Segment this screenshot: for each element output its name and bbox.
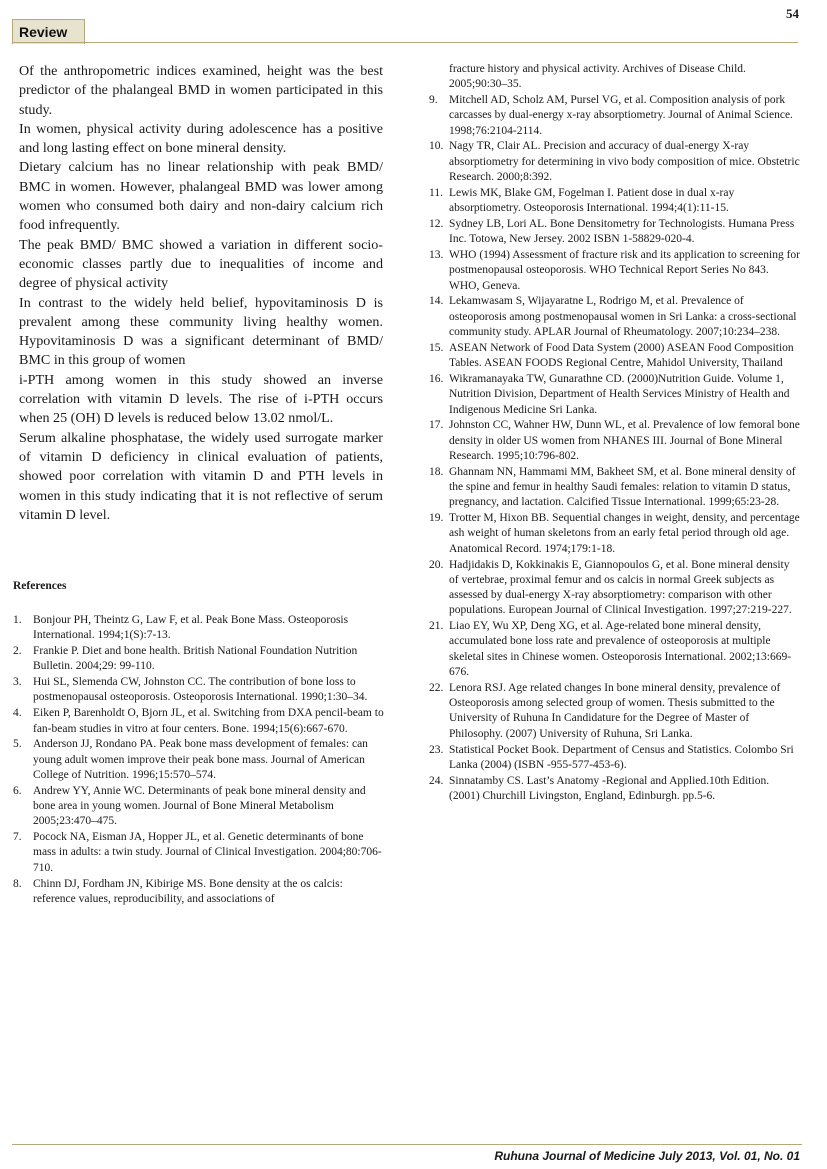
reference-item xyxy=(13,784,385,830)
reference-number: 24. xyxy=(429,774,444,787)
reference-number: 5. xyxy=(13,738,22,751)
reference-item xyxy=(429,294,801,340)
reference-text: Lewis MK, Blake GM, Fogelman I. Patient dose in dual x-ray absorptiometry. Osteoporosis International. 1994;4(1):11-15. xyxy=(449,186,735,215)
reference-text: Sinnatamby CS. Last’s Anatomy -Regional and Applied.10th Edition. (2001) Churchill Livingston, England, Edinburgh. pp.5-6. xyxy=(449,774,770,802)
section-tab: Review xyxy=(12,19,85,44)
reference-item xyxy=(429,248,801,294)
reference-number: 4. xyxy=(13,707,22,720)
conclusion-paragraph: In women, physical activity during adolescence has a positive and long lasting effect on bone mineral density. xyxy=(19,120,383,157)
reference-item xyxy=(13,737,385,783)
reference-item xyxy=(429,681,801,742)
reference-text: Ghannam NN, Hammami MM, Bakheet SM, et al. Bone mineral density of the spine and femur in healthy Saudi females: relation to vitamin D status, pregnancy, and lactation. Calcified Tissue International. 1999;65:23-28. xyxy=(449,465,796,509)
page-number: 54 xyxy=(786,6,799,21)
reference-text: Johnston CC, Wahner HW, Dunn WL, et al. Prevalence of low femoral bone density in older US women from NHANES III. Journal of Bone Mineral Research. 1995;10:796-802. xyxy=(449,419,800,462)
conclusions-column xyxy=(19,62,383,525)
reference-number: 9. xyxy=(429,94,438,107)
reference-text: Hadjidakis D, Kokkinakis E, Giannopoulos G, et al. Bone mineral density of vertebrae, proximal femur and os calcis in normal Greek subjects as assessed by dual-energy X-ray absorptiometry: comparison with other populations. European Journal of Clinical Investigation. 1997;27:219-227. xyxy=(449,558,792,617)
reference-text: Trotter M, Hixon BB. Sequential changes in weight, density, and percentage ash weight of human skeletons from an early fetal period through old age. Anatomical Record. 1974;179:1-18. xyxy=(449,512,800,555)
reference-item xyxy=(429,558,801,619)
reference-number: 10. xyxy=(429,140,444,153)
conclusion-paragraph: Dietary calcium has no linear relationship with peak BMD/ BMC in women. However, phalangeal BMD was lower among women who consumed both dairy and non-dairy calcium rich food infrequently. xyxy=(19,159,383,234)
reference-item xyxy=(429,93,801,139)
reference-item xyxy=(429,62,801,93)
reference-text: Chinn DJ, Fordham JN, Kibirige MS. Bone density at the os calcis: reference values, reproducibility, and associations of xyxy=(33,877,343,905)
reference-item xyxy=(429,774,801,805)
reference-item xyxy=(429,418,801,464)
header-rule xyxy=(12,42,798,43)
reference-text: Wikramanayaka TW, Gunarathne CD. (2000)Nutrition Guide. Volume 1, Nutrition Division, Department of Health Services Ministry of Health and Indigenous Medicine Sri Lanka. xyxy=(449,372,790,416)
reference-text: Lenora RSJ. Age related changes In bone mineral density, prevalence of Osteoporosis among selected group of women. Thesis submitted to the University of Ruhuna In Candidature for the Degree of Master of Philosophy. (2007) University of Ruhuna, Sri Lanka. xyxy=(449,681,781,740)
reference-item xyxy=(429,465,801,511)
reference-item xyxy=(13,877,385,908)
reference-number: 1. xyxy=(13,614,22,626)
reference-text: Bonjour PH, Theintz G, Law F, et al. Peak Bone Mass. Osteoporosis International. 1994;1(S):7-13. xyxy=(33,614,349,642)
reference-text: Pocock NA, Eisman JA, Hopper JL, et al. Genetic determinants of bone mass in adults: a twin study. Journal of Clinical Investigation. 2004;80:706-710. xyxy=(33,831,382,874)
reference-item xyxy=(13,613,385,644)
reference-item xyxy=(429,217,801,248)
reference-number: 23. xyxy=(429,743,444,756)
reference-number: 13. xyxy=(429,249,444,262)
reference-text: Eiken P, Barenholdt O, Bjorn JL, et al. Switching from DXA pencil-beam to fan-beam studies in vitro at four centers. Bone. 1994;15(6):667-670. xyxy=(33,707,384,735)
reference-item xyxy=(13,830,385,876)
reference-number: 7. xyxy=(13,831,22,844)
reference-number: 20. xyxy=(429,558,444,571)
references-list-right xyxy=(429,62,801,805)
reference-number: 19. xyxy=(429,512,444,525)
reference-text: Sydney LB, Lori AL. Bone Densitometry for Technologists. Humana Press Inc. Totowa, New Jersey. 2002 ISBN 1-58829-020-4. xyxy=(449,217,795,246)
reference-item xyxy=(429,619,801,680)
conclusion-paragraph: i-PTH among women in this study showed an inverse correlation with vitamin D levels. The rise of i-PTH occurs when 25 (OH) D levels is reduced below 13.02 nmol/L. xyxy=(19,371,383,427)
reference-item xyxy=(429,341,801,372)
reference-text: Andrew YY, Annie WC. Determinants of peak bone mineral density and bone area in young women. Journal of Bone Mineral Metabolism 2005;23:470–475. xyxy=(33,784,366,828)
reference-text: WHO (1994) Assessment of fracture risk and its application to screening for postmenopausal osteoporosis. WHO Technical Report Series No 843. WHO, Geneva. xyxy=(449,249,800,292)
reference-number: 17. xyxy=(429,419,444,432)
reference-text: Lekamwasam S, Wijayaratne L, Rodrigo M, et al. Prevalence of osteoporosis among postmenopausal women in Sri Lanka: a cross-sectional community study. APLAR Journal of Rheumatology. 2007;10:234–238. xyxy=(449,295,797,339)
journal-footer: Ruhuna Journal of Medicine July 2013, Vol. 01, No. 01 xyxy=(494,1149,800,1163)
reference-number: 18. xyxy=(429,465,444,478)
reference-number: 12. xyxy=(429,217,444,230)
reference-number: 16. xyxy=(429,372,444,385)
reference-number: 6. xyxy=(13,784,22,797)
conclusion-paragraph: The peak BMD/ BMC showed a variation in different socio-economic classes partly due to inequalities of income and degree of physical activity xyxy=(19,236,383,292)
reference-item xyxy=(429,743,801,774)
reference-text: fracture history and physical activity. Archives of Disease Child. 2005;90:30–35. xyxy=(449,63,746,91)
reference-text: ASEAN Network of Food Data System (2000) ASEAN Food Composition Tables. ASEAN FOODS Regional Centre, Mahidol University, Thailand xyxy=(449,341,794,370)
reference-number: 21. xyxy=(429,620,444,633)
reference-item xyxy=(429,511,801,557)
reference-item xyxy=(429,139,801,185)
reference-number: 11. xyxy=(429,186,443,199)
reference-text: Hui SL, Slemenda CW, Johnston CC. The contribution of bone loss to postmenopausal osteoporosis. Osteoporosis International. 1990;1:30–34. xyxy=(33,676,368,704)
reference-number: 22. xyxy=(429,681,444,694)
conclusion-paragraph: Serum alkaline phosphatase, the widely used surrogate marker of vitamin D deficiency in clinical evaluation of patients, showed poor correlation with vitamin D and PTH levels in women in this study indicating that it is not reflective of serum vitamin D level. xyxy=(19,429,383,523)
reference-text: Liao EY, Wu XP, Deng XG, et al. Age-related bone mineral density, accumulated bone loss rate and prevalence of osteoporosis at multiple skeletal sites in Chinese women. Osteoporosis International. 2002;13:669-676. xyxy=(449,620,792,679)
references-heading: References xyxy=(13,580,67,592)
reference-item xyxy=(13,706,385,737)
conclusion-paragraph: Of the anthropometric indices examined, height was the best predictor of the phalangeal BMD in women participated in this study. xyxy=(19,63,383,118)
references-list-left xyxy=(13,613,385,908)
reference-number: 14. xyxy=(429,295,444,308)
reference-item xyxy=(429,186,801,217)
reference-item xyxy=(13,675,385,706)
reference-text: Nagy TR, Clair AL. Precision and accuracy of dual-energy X-ray absorptiometry for determining in vivo body composition of mice. Obstetric Research. 2000;8:392. xyxy=(449,140,800,184)
reference-number: 8. xyxy=(13,877,22,890)
reference-number: 3. xyxy=(13,676,22,689)
reference-text: Anderson JJ, Rondano PA. Peak bone mass development of females: can young adult women improve their peak bone mass. Journal of American College of Nutrition. 1996;15:570–574. xyxy=(33,738,368,781)
conclusion-paragraph: In contrast to the widely held belief, hypovitaminosis D is prevalent among these community living healthy women. Hypovitaminosis D was a significant determinant of BMD/ BMC in this group of women xyxy=(19,294,383,369)
reference-text: Mitchell AD, Scholz AM, Pursel VG, et al. Composition analysis of pork carcasses by dual-energy x-ray absorptiometry. Journal of Animal Science. 1998;76:2104-2114. xyxy=(449,94,793,137)
reference-item xyxy=(13,644,385,675)
reference-text: Frankie P. Diet and bone health. British National Foundation Nutrition Bulletin. 2004;29: 99-110. xyxy=(33,645,358,673)
reference-number: 15. xyxy=(429,341,444,354)
reference-number: 2. xyxy=(13,645,22,658)
footer-rule xyxy=(12,1144,802,1145)
reference-text: Statistical Pocket Book. Department of Census and Statistics. Colombo Sri Lanka (2004) (ISBN -955-577-453-6). xyxy=(449,743,794,771)
reference-item xyxy=(429,372,801,418)
